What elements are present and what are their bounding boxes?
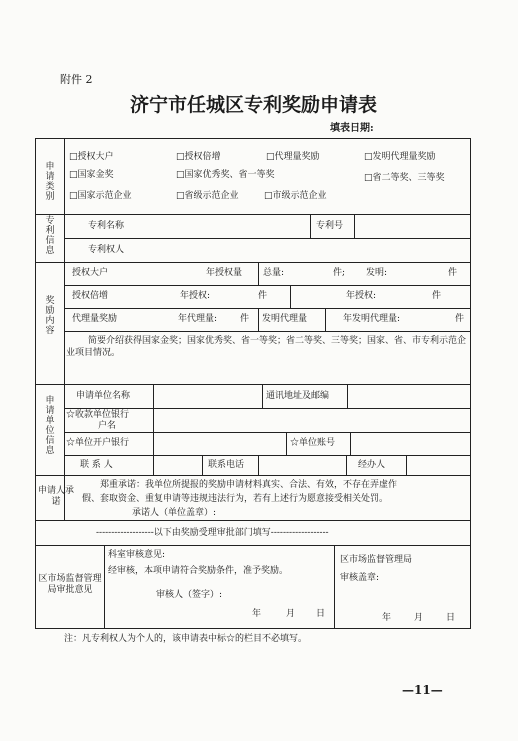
reward-description: 简要介绍获得国家金奖；国家优秀奖、省一等奖；省二等奖、三等奖；国家、省、市专利示范企业项目情况。 — [66, 336, 467, 358]
patent-name-label: 专利名称 — [88, 221, 125, 231]
bureau-name: 区市场监督管理局 — [340, 555, 413, 565]
section-label-patent-info: 专 利 信 息 — [45, 216, 55, 256]
bank-label: ☆单位开户银行 — [66, 438, 130, 448]
checkbox-national-demo-enterprise[interactable]: □国家示范企业 — [69, 191, 132, 201]
section-label-reward: 奖 励 内 容 — [45, 296, 55, 336]
reward-row3-invention-unit: 件 — [455, 314, 465, 324]
contact-label: 联 系 人 — [80, 460, 113, 470]
reward-row3-unit: 件 — [240, 314, 250, 324]
commitment-signer: 承诺人（单位盖章）: — [132, 508, 217, 518]
bureau-date-day: 日 — [446, 613, 456, 623]
bureau-seal-label: 审核盖章: — [340, 573, 380, 583]
footnote: 注：凡专利权人为个人的，该申请表中标☆的栏目不必填写。 — [64, 634, 308, 644]
reward-row3-invention-label: 发明代理量 — [262, 314, 308, 324]
patent-holder-label: 专利权人 — [88, 245, 125, 255]
reward-row1-total-label: 总量: — [263, 268, 285, 278]
page-title: 济宁市任城区专利奖励申请表 — [130, 94, 378, 116]
checkbox-authorization-leader[interactable]: □授权大户 — [69, 152, 114, 162]
reward-row1-invention-unit: 件 — [448, 268, 458, 278]
checkbox-national-excellence[interactable]: □国家优秀奖、省一等奖 — [176, 170, 275, 180]
dept-date-year: 年 — [252, 609, 262, 619]
checkbox-authorization-doubling[interactable]: □授权倍增 — [176, 152, 221, 162]
bank-account-name-line2: 户名 — [98, 421, 117, 431]
reward-row2-unit: 件 — [258, 291, 268, 301]
checkbox-invention-agency-award[interactable]: □发明代理量奖励 — [364, 152, 436, 162]
phone-label: 联系电话 — [208, 460, 245, 470]
checkbox-city-demo-enterprise[interactable]: □市级示范企业 — [264, 191, 327, 201]
reviewer-signature-label: 审核人（签字）: — [156, 590, 223, 600]
address-label: 通讯地址及邮编 — [266, 391, 330, 401]
reward-row2-label: 授权倍增 — [72, 291, 109, 301]
reward-row2-annual2-label: 年授权: — [346, 291, 377, 301]
approval-label: 区市场监督管理局审批意见 — [38, 574, 102, 595]
reward-row3-label: 代理量奖励 — [72, 314, 118, 324]
unit-name-label: 申请单位名称 — [76, 391, 131, 401]
checkbox-national-gold[interactable]: □国家金奖 — [69, 170, 114, 180]
fill-date-label: 填表日期: — [330, 123, 374, 134]
dept-opinion-text: 经审核，本项申请符合奖励条件，准予奖励。 — [108, 566, 289, 576]
reward-row2-unit2: 件 — [432, 291, 442, 301]
bureau-date-year: 年 — [382, 613, 392, 623]
reward-row3-annual-invention-label: 年发明代理量: — [343, 314, 401, 324]
bank-account-name-label — [66, 410, 129, 432]
checkbox-provincial-second-third[interactable]: □省二等奖、三等奖 — [364, 173, 445, 183]
reward-row1-invention-label: 发明: — [366, 268, 388, 278]
patent-number-label: 专利号 — [316, 221, 344, 231]
attachment-label: 附件 2 — [60, 73, 93, 86]
commitment-label: 申请人承诺 — [38, 486, 75, 507]
commitment-line2: 假、套取资金、重复申请等违规违法行为，若有上述行为愿意接受相关处罚。 — [82, 494, 389, 504]
bureau-date-month: 月 — [414, 613, 424, 623]
checkbox-agency-volume-award[interactable]: □代理量奖励 — [266, 152, 320, 162]
checkbox-provincial-demo-enterprise[interactable]: □省级示范企业 — [176, 191, 239, 201]
page-number: —11— — [402, 683, 443, 697]
commitment-line1: 郑重承诺：我单位所提报的奖励申请材料真实、合法、有效，不存在弄虚作 — [100, 480, 398, 490]
reward-row1-unit: 件; — [333, 268, 346, 278]
dept-date-day: 日 — [316, 609, 326, 619]
reward-row3-annual-label: 年代理量: — [178, 314, 218, 324]
dept-opinion-label: 科室审核意见: — [108, 550, 166, 560]
account-label: ☆单位账号 — [290, 438, 336, 448]
handler-label: 经办人 — [358, 460, 386, 470]
reward-row1-label: 授权大户 — [72, 268, 109, 278]
dept-date-month: 月 — [286, 609, 296, 619]
bank-account-name-line1: ☆收款单位银行 — [66, 410, 130, 420]
section-label-category: 申 请 类 别 — [45, 162, 55, 202]
section-label-applicant: 申 请 单 位 信 息 — [45, 396, 55, 456]
approval-divider: -------------------以下由奖励受理审批部门填写------------------- — [96, 528, 329, 538]
reward-row2-annual-label: 年授权: — [180, 291, 211, 301]
reward-row1-annual-label: 年授权量 — [206, 268, 243, 278]
